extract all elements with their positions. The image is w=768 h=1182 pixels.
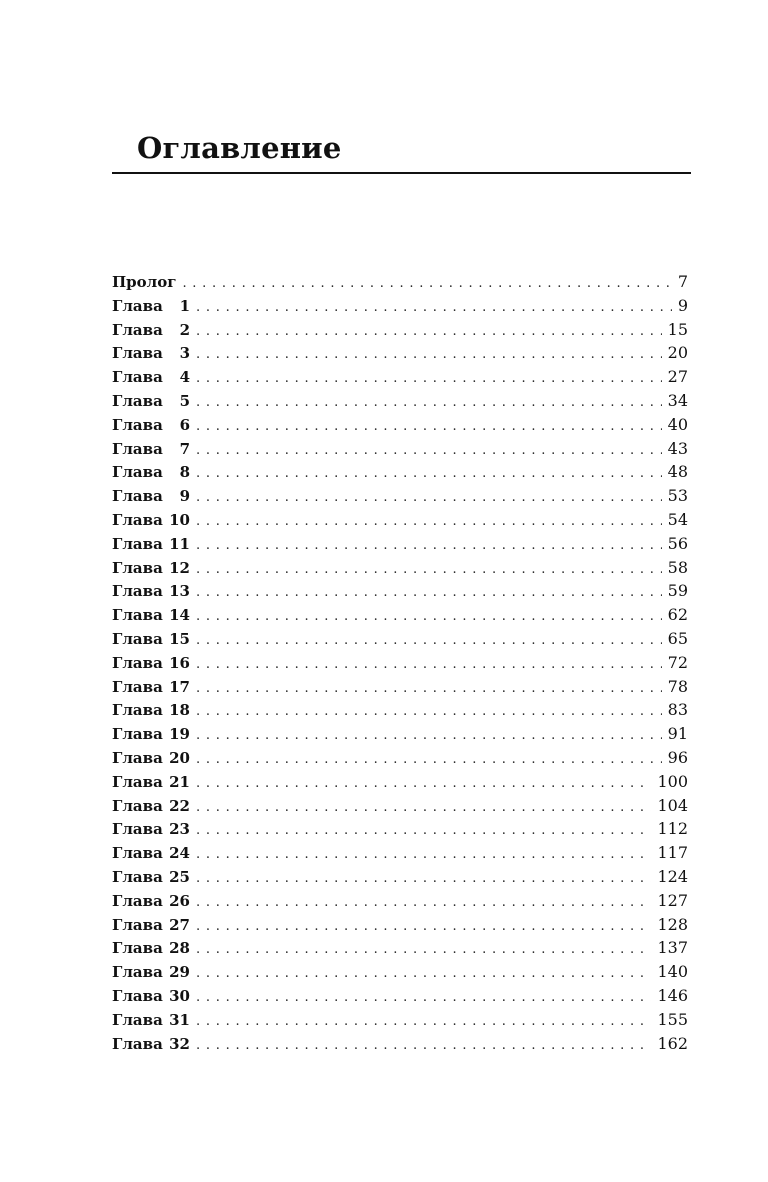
toc-chapter-word: Глава bbox=[112, 725, 163, 744]
dot-leader bbox=[196, 300, 672, 315]
dot-leader bbox=[196, 466, 662, 481]
toc-entry-label bbox=[112, 963, 190, 981]
toc-entry[interactable] bbox=[112, 581, 688, 605]
dot-leader bbox=[196, 871, 651, 886]
toc-entry[interactable] bbox=[112, 320, 688, 344]
toc-page-number: 128 bbox=[657, 914, 688, 934]
toc-chapter-number: 28 bbox=[169, 939, 190, 958]
toc-entry-label bbox=[112, 773, 190, 791]
toc-entry-label bbox=[112, 440, 190, 458]
toc-chapter-number: 2 bbox=[179, 320, 190, 339]
toc-chapter-word: Глава bbox=[112, 296, 163, 315]
toc-chapter-word: Глава bbox=[112, 629, 163, 648]
toc-chapter-word: Глава bbox=[112, 320, 163, 339]
dot-leader bbox=[196, 847, 651, 862]
toc-chapter-word: Глава bbox=[112, 939, 163, 958]
toc-entry[interactable] bbox=[112, 439, 688, 463]
toc-page-number: 100 bbox=[657, 771, 688, 791]
toc-entry-label bbox=[112, 511, 190, 529]
title-underline bbox=[112, 172, 691, 174]
dot-leader bbox=[196, 419, 662, 434]
toc-page-number: 127 bbox=[657, 890, 688, 910]
toc-entry-label bbox=[112, 487, 190, 505]
toc-entry[interactable] bbox=[112, 534, 688, 558]
toc-page-number: 15 bbox=[667, 319, 688, 339]
table-of-contents bbox=[112, 272, 688, 1057]
toc-chapter-number: 22 bbox=[169, 796, 190, 815]
toc-entry-label bbox=[112, 297, 190, 315]
toc-page-number: 112 bbox=[657, 819, 688, 839]
dot-leader bbox=[196, 347, 662, 362]
toc-entry-label bbox=[112, 701, 190, 719]
dot-leader bbox=[196, 752, 662, 767]
toc-entry[interactable] bbox=[112, 986, 688, 1010]
toc-entry-label bbox=[112, 344, 190, 362]
toc-chapter-number: 16 bbox=[169, 653, 190, 672]
toc-chapter-number: 25 bbox=[169, 867, 190, 886]
dot-leader bbox=[196, 514, 662, 529]
toc-chapter-number: 14 bbox=[169, 606, 190, 625]
toc-entry[interactable] bbox=[112, 391, 688, 415]
toc-chapter-number: 12 bbox=[169, 558, 190, 577]
toc-page-number: 65 bbox=[667, 628, 688, 648]
toc-entry[interactable] bbox=[112, 867, 688, 891]
toc-entry[interactable] bbox=[112, 772, 688, 796]
toc-chapter-word: Глава bbox=[112, 344, 163, 363]
toc-entry[interactable] bbox=[112, 938, 688, 962]
dot-leader bbox=[196, 490, 662, 505]
dot-leader bbox=[196, 633, 662, 648]
toc-page-number: 96 bbox=[667, 747, 688, 767]
toc-page-number: 137 bbox=[657, 938, 688, 958]
toc-page-number: 53 bbox=[667, 486, 688, 506]
toc-chapter-number: 19 bbox=[169, 725, 190, 744]
dot-leader bbox=[196, 562, 662, 577]
toc-chapter-word: Глава bbox=[112, 368, 163, 387]
toc-entry[interactable] bbox=[112, 605, 688, 629]
dot-leader bbox=[196, 704, 662, 719]
toc-entry[interactable] bbox=[112, 343, 688, 367]
toc-entry-label bbox=[112, 678, 190, 696]
toc-chapter-word: Глава bbox=[112, 463, 163, 482]
toc-chapter-word: Глава bbox=[112, 677, 163, 696]
toc-chapter-word: Глава bbox=[112, 891, 163, 910]
toc-entry-label bbox=[112, 892, 190, 910]
toc-entry[interactable] bbox=[112, 486, 688, 510]
toc-chapter-word: Глава bbox=[112, 915, 163, 934]
toc-chapter-word: Глава bbox=[112, 820, 163, 839]
toc-entry[interactable] bbox=[112, 1034, 688, 1058]
toc-chapter-number: 18 bbox=[169, 701, 190, 720]
toc-entry-label bbox=[112, 559, 190, 577]
toc-entry[interactable] bbox=[112, 962, 688, 986]
toc-chapter-number: 1 bbox=[179, 296, 190, 315]
dot-leader bbox=[196, 895, 651, 910]
toc-entry-label bbox=[112, 1011, 190, 1029]
toc-page-number: 54 bbox=[667, 509, 688, 529]
toc-chapter-number: 27 bbox=[169, 915, 190, 934]
toc-entry[interactable] bbox=[112, 415, 688, 439]
toc-page-number: 62 bbox=[667, 605, 688, 625]
toc-entry[interactable] bbox=[112, 819, 688, 843]
toc-entry-label bbox=[112, 630, 190, 648]
dot-leader bbox=[196, 942, 651, 957]
toc-entry[interactable] bbox=[112, 1010, 688, 1034]
toc-entry[interactable] bbox=[112, 558, 688, 582]
toc-chapter-word: Глава bbox=[112, 439, 163, 458]
toc-chapter-word: Глава bbox=[112, 1010, 163, 1029]
toc-entry[interactable] bbox=[112, 748, 688, 772]
dot-leader bbox=[196, 800, 651, 815]
toc-chapter-number: 9 bbox=[179, 487, 190, 506]
toc-chapter-number: 4 bbox=[179, 368, 190, 387]
toc-chapter-word: Глава bbox=[112, 986, 163, 1005]
toc-entry[interactable] bbox=[112, 700, 688, 724]
toc-entry[interactable] bbox=[112, 510, 688, 534]
toc-chapter-word: Глава bbox=[112, 510, 163, 529]
toc-chapter-number: 24 bbox=[169, 844, 190, 863]
toc-chapter-number: 3 bbox=[179, 344, 190, 363]
toc-chapter-number: 13 bbox=[169, 582, 190, 601]
toc-entry-label bbox=[112, 392, 190, 410]
dot-leader bbox=[196, 443, 662, 458]
toc-entry-label bbox=[112, 535, 190, 553]
toc-entry-label bbox=[112, 939, 190, 957]
toc-page-number: 48 bbox=[667, 462, 688, 482]
toc-chapter-word: Глава bbox=[112, 963, 163, 982]
toc-page-number: 7 bbox=[677, 272, 688, 291]
toc-page-number: 104 bbox=[657, 795, 688, 815]
toc-page-number: 58 bbox=[667, 557, 688, 577]
dot-leader bbox=[196, 585, 662, 600]
toc-entry-label bbox=[112, 368, 190, 386]
toc-entry-label bbox=[112, 844, 190, 862]
dot-leader bbox=[196, 776, 651, 791]
toc-page-number: 59 bbox=[667, 581, 688, 601]
toc-chapter-word: Глава bbox=[112, 606, 163, 625]
toc-chapter-number: 15 bbox=[169, 629, 190, 648]
toc-entry[interactable] bbox=[112, 915, 688, 939]
dot-leader bbox=[196, 657, 662, 672]
dot-leader bbox=[196, 538, 662, 553]
toc-entry-label bbox=[112, 987, 190, 1005]
toc-chapter-number: 11 bbox=[169, 534, 190, 553]
toc-entry-label bbox=[112, 416, 190, 434]
dot-leader bbox=[196, 681, 662, 696]
toc-page-number: 20 bbox=[667, 343, 688, 363]
toc-entry[interactable] bbox=[112, 296, 688, 320]
toc-chapter-word: Глава bbox=[112, 391, 163, 410]
toc-page-number: 117 bbox=[657, 843, 688, 863]
toc-chapter-word: Глава bbox=[112, 415, 163, 434]
toc-entry-label bbox=[112, 321, 190, 339]
toc-entry[interactable] bbox=[112, 629, 688, 653]
toc-entry[interactable] bbox=[112, 891, 688, 915]
toc-chapter-number: 10 bbox=[169, 510, 190, 529]
toc-entry[interactable] bbox=[112, 677, 688, 701]
toc-chapter-word: Глава bbox=[112, 582, 163, 601]
dot-leader bbox=[196, 371, 662, 386]
toc-entry[interactable] bbox=[112, 653, 688, 677]
toc-page-number: 72 bbox=[667, 652, 688, 672]
dot-leader bbox=[196, 1014, 651, 1029]
toc-entry-label bbox=[112, 1035, 190, 1053]
toc-entry-label bbox=[112, 606, 190, 624]
toc-entry-label bbox=[112, 582, 190, 600]
toc-chapter-word: Глава bbox=[112, 1034, 163, 1053]
toc-entry-label bbox=[112, 463, 190, 481]
toc-page-number: 56 bbox=[667, 533, 688, 553]
toc-chapter-number: 31 bbox=[169, 1010, 190, 1029]
toc-page-number: 83 bbox=[667, 700, 688, 720]
toc-entry-label bbox=[112, 868, 190, 886]
toc-page-number: 140 bbox=[657, 962, 688, 982]
dot-leader bbox=[196, 609, 662, 624]
toc-chapter-word: Глава bbox=[112, 796, 163, 815]
dot-leader bbox=[196, 823, 651, 838]
toc-chapter-number: 29 bbox=[169, 963, 190, 982]
toc-chapter-number: 32 bbox=[169, 1034, 190, 1053]
toc-chapter-number: 6 bbox=[179, 415, 190, 434]
toc-entry-label bbox=[112, 820, 190, 838]
toc-chapter-word: Глава bbox=[112, 844, 163, 863]
dot-leader bbox=[196, 966, 651, 981]
toc-page-number: 155 bbox=[657, 1009, 688, 1029]
toc-entry-label bbox=[112, 749, 190, 767]
toc-chapter-word: Глава bbox=[112, 534, 163, 553]
dot-leader bbox=[196, 990, 651, 1005]
toc-entry[interactable] bbox=[112, 367, 688, 391]
toc-entry-label bbox=[112, 725, 190, 743]
toc-chapter-word: Глава bbox=[112, 867, 163, 886]
toc-entry[interactable] bbox=[112, 462, 688, 486]
toc-chapter-number: 5 bbox=[179, 391, 190, 410]
toc-chapter-word: Глава bbox=[112, 487, 163, 506]
toc-chapter-number: 21 bbox=[169, 772, 190, 791]
toc-chapter-number: 8 bbox=[179, 463, 190, 482]
dot-leader bbox=[196, 1038, 651, 1053]
toc-chapter-number: 7 bbox=[179, 439, 190, 458]
page-title: Оглавление bbox=[137, 131, 342, 165]
toc-page-number: 9 bbox=[677, 295, 688, 315]
toc-chapter-word: Глава bbox=[112, 772, 163, 791]
toc-page-number: 146 bbox=[657, 985, 688, 1005]
toc-entry[interactable] bbox=[112, 796, 688, 820]
toc-page-number: 91 bbox=[667, 724, 688, 744]
toc-chapter-number: 23 bbox=[169, 820, 190, 839]
toc-page-number: 34 bbox=[667, 390, 688, 410]
toc-chapter-word: Глава bbox=[112, 653, 163, 672]
toc-entry[interactable] bbox=[112, 843, 688, 867]
toc-chapter-number: 26 bbox=[169, 891, 190, 910]
toc-chapter-word: Глава bbox=[112, 748, 163, 767]
dot-leader bbox=[196, 324, 662, 339]
toc-page-number: 27 bbox=[667, 367, 688, 387]
toc-chapter-number: 17 bbox=[169, 677, 190, 696]
toc-entry-label bbox=[112, 654, 190, 672]
toc-entry[interactable] bbox=[112, 724, 688, 748]
toc-page-number: 78 bbox=[667, 676, 688, 696]
dot-leader bbox=[196, 395, 662, 410]
toc-chapter-number: 20 bbox=[169, 748, 190, 767]
toc-page-number: 124 bbox=[657, 866, 688, 886]
toc-chapter-word: Глава bbox=[112, 558, 163, 577]
toc-chapter-number: 30 bbox=[169, 986, 190, 1005]
dot-leader bbox=[182, 276, 671, 291]
toc-page-number: 43 bbox=[667, 438, 688, 458]
toc-page-number: 40 bbox=[667, 414, 688, 434]
toc-entry-label bbox=[112, 797, 190, 815]
toc-entry[interactable] bbox=[112, 272, 688, 296]
toc-page-number: 162 bbox=[657, 1033, 688, 1053]
dot-leader bbox=[196, 919, 651, 934]
toc-entry-label bbox=[112, 916, 190, 934]
dot-leader bbox=[196, 728, 662, 743]
toc-chapter-word: Глава bbox=[112, 701, 163, 720]
toc-entry-label: Пролог bbox=[112, 273, 177, 291]
